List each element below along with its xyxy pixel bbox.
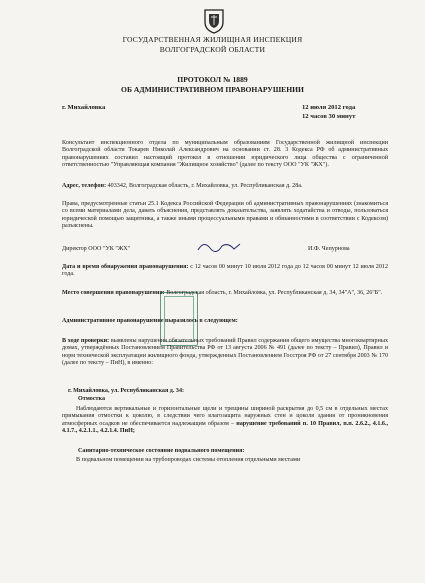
coat-of-arms-icon xyxy=(203,8,225,34)
basement-text: В подвальном помещении на трубопроводах системы отопления отдельными местами xyxy=(76,457,301,463)
director-label: Директор ООО "УК "ЖХ" xyxy=(62,246,131,252)
agency-name-line2: ВОЛГОГРАДСКОЙ ОБЛАСТИ xyxy=(159,45,266,54)
site-heading: г. Михайловка, ул. Республиканская д. 34: xyxy=(68,388,185,394)
basement-heading: Санитарно-техническое состояние подвального помещения: xyxy=(78,448,245,454)
inspection-value: выявлены нарушения обязательных требований Правил содержания общего имущества многоквартирных домах, утверждённых Постановлением Правительства РФ от 13 августа 2006 № 491 (далее по тексту – Правил), Правил и норм технической эксплуатации жилищного фонда, утвержденных Постановлением Госстроя РФ от 27 сентября 2003 № 170 (далее по тексту – ПиН), в именно: xyxy=(62,338,388,366)
detection-datetime xyxy=(62,264,388,279)
otmostka-violation: нарушение требований п. 10 Правил, п.п. 2.6.2., 4.1.6., 4.1.7., 4.2.1.1., 4.2.1.4. ПиН; xyxy=(62,420,389,434)
violation-heading: Административное правонарушение выразилось в следующем: xyxy=(62,318,238,324)
director-name: И.Ф. Чепурнова xyxy=(308,246,350,252)
time: 12 часов 30 минут xyxy=(302,113,356,120)
date: 12 июля 2012 года xyxy=(302,104,356,111)
address-label: Адрес, телефон: xyxy=(62,183,107,189)
address-line xyxy=(62,183,388,190)
protocol-number: ПРОТОКОЛ № 1889 xyxy=(177,75,248,84)
otmostka-text: Наблюдаются вертикальные и горизонтальные щели и трещины шириной раскрытия до 0,5 см в отдельных местах примыкания отмостки к цоколю, в следствии чего влагозащита наружных стен и цоколя здания от проникновения атмосферных осадков не обеспечивается надлежащим образом – xyxy=(62,406,388,427)
detection-label: Дата и время обнаружения правонарушения: xyxy=(62,264,189,270)
detection-value: с 12 часов 00 минут 10 июля 2012 года до 12 часов 00 минут 12 июля 2012 года. xyxy=(62,264,388,278)
agency-name-line1: ГОСУДАРСТВЕННАЯ ЖИЛИЩНАЯ ИНСПЕКЦИЯ xyxy=(122,35,303,44)
rights-paragraph: Права, предусмотренные статьи 25.1 Кодекса Российской Федерации об административных правонарушениях (знакомиться со всеми материалами дела, давать объяснения, представлять доказательства, заявлять ходатайства и отводы, пользоваться юридической помощью защитника, а также иными процессуальными правами и обязанностями в соответствии с Кодексом) разъяснены. xyxy=(62,201,388,229)
place: г. Михайловка xyxy=(62,104,106,111)
signature-mark xyxy=(196,238,242,256)
inspection-paragraph xyxy=(62,338,388,367)
intro-paragraph: Консультант инспекционного отдела по муниципальным образованиям Государственной жилищной инспекции Волгоградской области Токарев Николай Александрович на основании ст. 28. 3 Кодекса РФ об административных правонарушениях составил настоящий протокол в отношении юридического лица общества с ограниченной ответственностью "Управляющая компания "Жилищное хозяйство" (далее по тексту ООО "УК "ЖХ"). xyxy=(62,140,388,168)
otmostka-heading: Отмостка xyxy=(78,396,106,402)
location-value: Волгоградская область, г. Михайловка, ул. Республиканская д. 34, 34"А", 36, 26"Б". xyxy=(164,290,383,296)
otmostka-paragraph xyxy=(62,406,388,435)
violation-location xyxy=(62,290,388,297)
address-value: 403342, Волгоградская область, г. Михайловка, ул. Республиканская д. 28а. xyxy=(106,183,303,189)
inspection-label: В ходе проверки: xyxy=(62,338,110,344)
location-label: Место совершения правонарушения: xyxy=(62,290,165,296)
protocol-title: ОБ АДМИНИСТРАТИВНОМ ПРАВОНАРУШЕНИИ xyxy=(121,85,304,94)
